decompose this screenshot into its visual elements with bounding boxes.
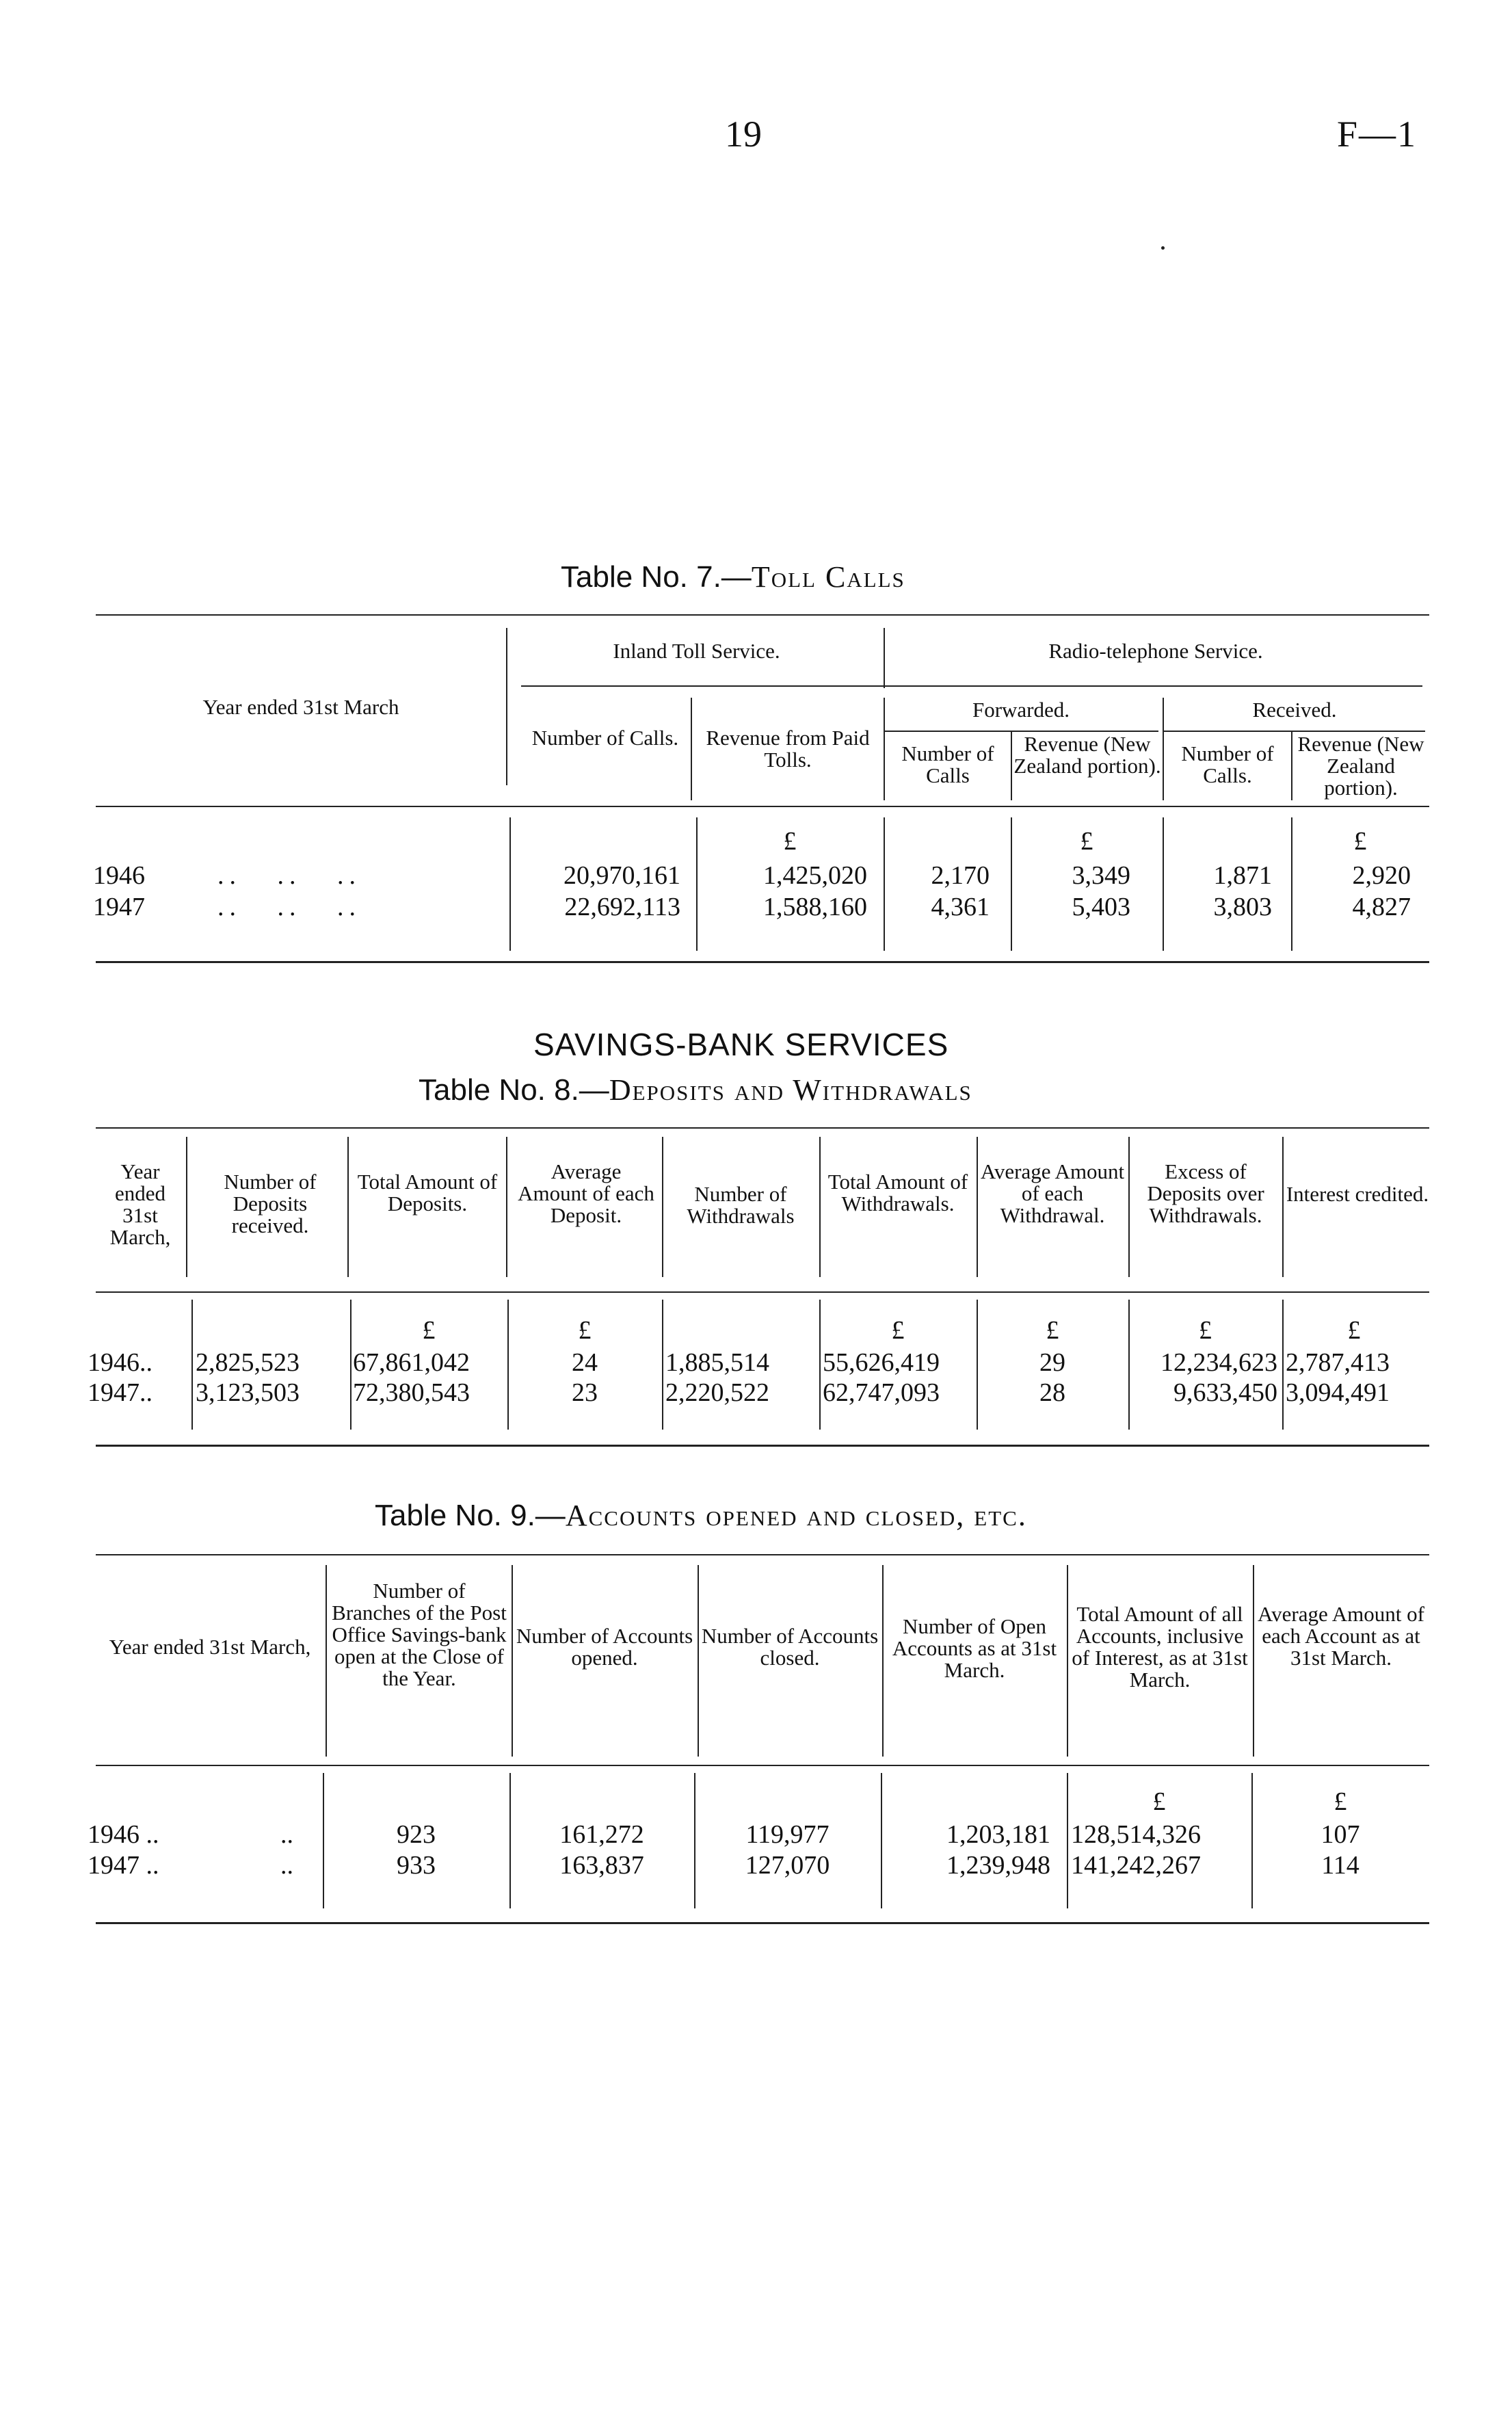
row-total-amount: 141,242,267: [1071, 1851, 1201, 1880]
table9-header-total-amount: Total Amount of all Accounts, inclusive of Interest, as at 31st March.: [1072, 1602, 1248, 1692]
row-year: 1946..: [88, 1348, 152, 1377]
row-interest: 2,787,413: [1286, 1348, 1390, 1377]
row-total-amount: 128,514,326: [1071, 1820, 1201, 1849]
row-inland-calls: 20,970,161: [563, 861, 680, 890]
table9-header-opened: Number of Accounts opened.: [516, 1624, 693, 1670]
row-year: 1947 ..: [88, 1851, 159, 1880]
table7-header-inland-revenue: Revenue from Paid Tolls.: [706, 726, 870, 772]
row-withdrawals-num: 2,220,522: [665, 1378, 769, 1407]
row-rec-revenue: 4,827: [1352, 893, 1411, 921]
table7-header-inland-calls: Number of Calls.: [531, 726, 679, 750]
table8-header-deposits-avg: Average Amount of each Deposit.: [518, 1159, 654, 1227]
row-year: 1947..: [88, 1378, 152, 1407]
row-average: 114: [1321, 1851, 1360, 1880]
row-open-accounts: 1,239,948: [946, 1851, 1050, 1880]
row-opened: 161,272: [559, 1820, 644, 1849]
table7-header-year: Year ended 31st March: [202, 695, 399, 719]
row-deposits-total: 67,861,042: [353, 1348, 470, 1377]
table8-header-withdrawals-num: Number of Withdrawals: [687, 1182, 795, 1228]
row-leader-dots: ..: [280, 1851, 293, 1880]
table7-header-fwd-revenue: Revenue (New Zealand portion).: [1013, 732, 1161, 778]
row-deposits-num: 3,123,503: [196, 1378, 300, 1407]
row-year: 1946: [93, 861, 145, 890]
table7-header-fwd-calls: Number of Calls: [901, 741, 994, 787]
table7-header-received: Received.: [1252, 698, 1337, 722]
row-inland-revenue: 1,588,160: [763, 893, 867, 921]
table7-header-forwarded: Forwarded.: [972, 698, 1070, 722]
row-rec-calls: 3,803: [1213, 893, 1272, 921]
row-withdrawals-num: 1,885,514: [665, 1348, 769, 1377]
table9-header-branches: Number of Branches of the Post Office Savings-bank open at the Close of the Year.: [332, 1579, 507, 1690]
row-leader-dots: .. .. ..: [217, 861, 361, 890]
table8-header-deposits-num: Number of Deposits received.: [224, 1170, 317, 1237]
currency-symbol: £: [578, 1316, 592, 1345]
row-excess: 12,234,623: [1160, 1348, 1277, 1377]
row-withdrawals-total: 62,747,093: [823, 1378, 940, 1407]
table8-header-deposits-total: Total Amount of Deposits.: [357, 1170, 498, 1215]
row-withdrawals-avg: 28: [1039, 1378, 1065, 1407]
row-excess: 9,633,450: [1173, 1378, 1277, 1407]
currency-symbol: £: [1334, 1787, 1347, 1816]
table9-header-open-accounts: Number of Open Accounts as at 31st March.: [892, 1614, 1057, 1682]
row-withdrawals-avg: 29: [1039, 1348, 1065, 1377]
table7-header-rec-revenue: Revenue (New Zealand portion).: [1297, 732, 1424, 800]
row-inland-calls: 22,692,113: [564, 893, 680, 921]
table8-title: Table No. 8.—Deposits and Withdrawals: [419, 1073, 972, 1107]
section-title: SAVINGS-BANK SERVICES: [533, 1027, 949, 1062]
row-closed: 127,070: [745, 1851, 830, 1880]
row-rec-calls: 1,871: [1213, 861, 1272, 890]
table7-header-radio: Radio-telephone Service.: [1048, 639, 1263, 663]
table7-header-rec-calls: Number of Calls.: [1181, 741, 1274, 787]
currency-symbol: £: [891, 1316, 905, 1345]
row-average: 107: [1321, 1820, 1360, 1849]
table9-header-year: Year ended 31st March,: [109, 1635, 311, 1659]
row-fwd-calls: 4,361: [931, 893, 990, 921]
row-interest: 3,094,491: [1286, 1378, 1390, 1407]
currency-symbol: £: [1347, 1316, 1361, 1345]
currency-symbol: £: [783, 827, 797, 856]
row-deposits-num: 2,825,523: [196, 1348, 300, 1377]
page-reference: F—1: [1337, 114, 1418, 155]
table8-header-excess: Excess of Deposits over Withdrawals.: [1147, 1159, 1264, 1227]
row-deposits-avg: 24: [572, 1348, 598, 1377]
row-rec-revenue: 2,920: [1352, 861, 1411, 890]
table7-header-inland: Inland Toll Service.: [613, 639, 780, 663]
row-leader-dots: ..: [280, 1820, 293, 1849]
row-closed: 119,977: [745, 1820, 830, 1849]
row-inland-revenue: 1,425,020: [763, 861, 867, 890]
row-fwd-calls: 2,170: [931, 861, 990, 890]
currency-symbol: £: [1353, 827, 1367, 856]
row-year: 1946 ..: [88, 1820, 159, 1849]
row-deposits-avg: 23: [572, 1378, 598, 1407]
table8-header-withdrawals-avg: Average Amount of each Withdrawal.: [980, 1159, 1125, 1227]
table8-header-interest: Interest credited.: [1286, 1182, 1429, 1206]
currency-symbol: £: [422, 1316, 436, 1345]
row-opened: 163,837: [559, 1851, 644, 1880]
table9-header-average: Average Amount of each Account as at 31st March.: [1258, 1602, 1424, 1670]
table8-header-withdrawals-total: Total Amount of Withdrawals.: [827, 1170, 968, 1215]
row-fwd-revenue: 5,403: [1072, 893, 1130, 921]
table9-header-closed: Number of Accounts closed.: [701, 1624, 879, 1670]
row-branches: 933: [397, 1851, 436, 1880]
row-branches: 923: [397, 1820, 436, 1849]
row-leader-dots: .. .. ..: [217, 893, 361, 921]
currency-symbol: £: [1152, 1787, 1166, 1816]
page-number: 19: [725, 114, 762, 155]
table8-header-year: Year ended 31st March,: [109, 1159, 171, 1249]
row-open-accounts: 1,203,181: [946, 1820, 1050, 1849]
currency-symbol: £: [1080, 827, 1093, 856]
stray-mark: [1161, 246, 1165, 250]
table7-title: Table No. 7.—Toll Calls: [561, 560, 905, 594]
row-deposits-total: 72,380,543: [353, 1378, 470, 1407]
currency-symbol: £: [1046, 1316, 1059, 1345]
currency-symbol: £: [1199, 1316, 1212, 1345]
row-fwd-revenue: 3,349: [1072, 861, 1130, 890]
table9-title: Table No. 9.—Accounts opened and closed, etc.: [375, 1499, 1027, 1532]
row-withdrawals-total: 55,626,419: [823, 1348, 940, 1377]
row-year: 1947: [93, 893, 145, 921]
